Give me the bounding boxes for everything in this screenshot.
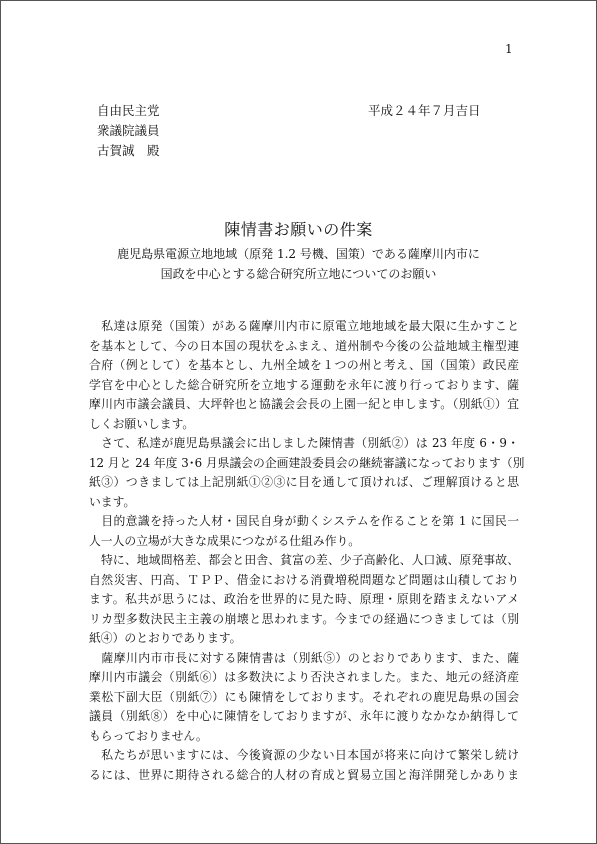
body-paragraph: [89, 317, 519, 434]
document-title: 陳情書お願いの件案: [224, 220, 373, 239]
body-paragraph: [89, 512, 519, 551]
paragraph-line: 合府（例として）を基本とし、九州全域を１つの州と考え、国（国策）政民産: [89, 358, 519, 372]
paragraph-line: ます。私共が思うには、政治を世界的に見た時、原理・原則を踏まえないアメ: [89, 592, 519, 606]
paragraph-line: います。: [89, 494, 136, 509]
paragraph-line: リカ型多数決民主主義の崩壊と思われます。今までの経過につきましては（別: [89, 611, 519, 626]
paragraph-line: 学官を中心とした総合研究所を立地する運動を永年に渡り行っております、薩: [89, 377, 519, 392]
paragraph-line: 私達は原発（国策）がある薩摩川内市に原電立地地域を最大限に生かすこと: [89, 319, 519, 333]
addressee-position: 衆議院議員: [97, 123, 160, 138]
paragraph-line: を基本として、今の日本国の現状をふまえ、道州制や今後の公益地域主権型連: [89, 338, 519, 353]
body-paragraph: [89, 551, 519, 649]
paragraph-line: 薩摩川内市市長に対する陳情書は（別紙⑤）のとおりであります、また、薩: [89, 650, 519, 665]
paragraph-line: るには、世界に期待される総合的人材の育成と貿易立国と海洋開発しかありま: [89, 767, 519, 782]
paragraph-line: 目的意識を持った人材・国民自身が動くシステムを作ることを第 1 に国民一: [89, 514, 519, 528]
document-subtitle: [1, 245, 596, 284]
paragraph-line: さて、私達が鹿児島県議会に出しました陳情書（別紙②）は 23 年度 6・9・: [89, 436, 519, 450]
paragraph-line: 特に、地域間格差、都会と田舎、貧富の差、少子高齢化、人口減、原発事故、: [89, 553, 519, 567]
document-date: 平成２４年７月吉日: [368, 103, 481, 118]
paragraph-line: 自然災害、円高、ＴＰＰ、借金における消費増税問題など問題は山積しており: [89, 572, 519, 587]
body-paragraph: [89, 746, 519, 785]
paragraph-line: 人一人の立場が大きな成果につながる仕組み作り。: [89, 533, 361, 548]
paragraph-line: 紙④）のとおりであります。: [89, 631, 242, 645]
body-paragraph: [89, 649, 519, 747]
paragraph-line: 業松下副大臣（別紙⑦）にも陳情をしております。それぞれの鹿児島県の国会: [89, 689, 519, 704]
paragraph-line: もらっておりません。: [89, 728, 208, 743]
addressee-block: [97, 101, 160, 161]
paragraph-line: 私たちが思いますには、今後資源の少ない日本国が将来に向けて繁栄し続け: [89, 748, 519, 762]
paragraph-line: 摩川内市議会（別紙⑥）は多数決により否決されました。また、地元の経済産: [89, 670, 519, 684]
paragraph-line: しくお願いします。: [89, 416, 195, 431]
paragraph-line: 紙③）つきましては上記別紙①②③に目を通して頂ければ、ご理解頂けると思: [89, 475, 519, 489]
page-number: 1: [505, 42, 513, 56]
paragraph-line: 議員（別紙⑧）を中心に陳情をしておりますが、永年に渡りなかなか納得して: [89, 709, 519, 723]
subtitle-line: 鹿児島県電源立地地域（原発 1.2 号機、国策）である薩摩川内市に: [117, 247, 480, 261]
addressee-name: 古賀誠 殿: [97, 143, 160, 158]
paragraph-line: 摩川内市議会議員、大坪幹也と協議会会長の上園一紀と申します。（別紙①）宜: [89, 397, 519, 411]
addressee-party: 自由民主党: [97, 103, 160, 118]
body-paragraph: [89, 434, 525, 512]
subtitle-line: 国政を中心とする総合研究所立地についてのお願い: [160, 266, 437, 281]
paragraph-line: 12 月と 24 年度 3･6 月県議会の企画建設委員会の継続審議になっております（別: [89, 455, 525, 470]
body-text: [89, 317, 525, 785]
